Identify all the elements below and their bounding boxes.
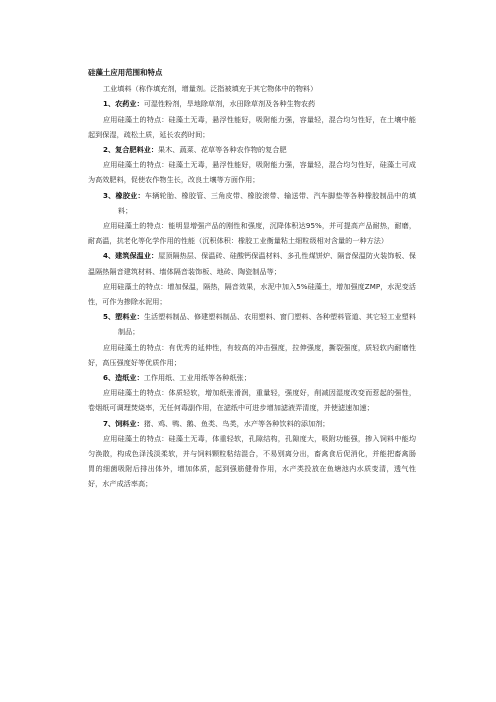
section-6-category: 造纸业： [115,373,144,383]
section-2-description: 果木、蔬菜、花草等各种农作物的复合肥 [158,145,287,155]
section-3-features: 应用硅藻土的特点：能明显增强产品的刚性和强度，沉降体积达95%，并可提高产品耐热，耐磨，耐高温，抗老化等化学作用的性能（沉积体积：橡胶工业衡量粘土细粒级相对含量的一种方法） [88,221,416,246]
section-7-features: 应用硅藻土的特点：硅藻土无毒，体重轻软，孔隙结构，孔隙度大，吸附功能强，掺入饲料中能均匀涣散，构成色泽浅淡柔软，并与饲料颗粒粘结混合，不易别离分出，畜禽食后促消化，并能把畜禽肠胃的细菌吸附后排出体外，增加体质，起到强筋健骨作用，水产类投放在鱼塘池内水质变清，透气性好，水产成活率高； [88,433,416,489]
section-5-number: 5、 [103,312,116,322]
section-3-description: 车辆轮胎、橡胶管、三角皮带、橡胶滚带、输送带、汽车脚垫等各种橡胶制品中的填料； [118,190,416,215]
section-5-description: 生活塑料制品、修建塑料制品、农用塑料、窗门塑料、各种塑料管道、其它轻工业塑料制品； [118,312,416,337]
section-4-description: 屋顶隔热层、保温砖、硅酸钙保温材料、多孔性煤饼炉、隔音保温防火装饰板、保温隔热隔音建筑材料、墙体隔音装饰板、地砖、陶瓷制品等； [88,251,416,276]
intro-paragraph: 工业填料（称作填充剂，增量剂。泛指被填充于其它物体中的物料） [103,84,318,94]
section-3-number: 3、 [103,190,116,200]
section-5-category: 塑料业： [115,312,144,322]
section-4-heading [88,248,416,278]
section-7-description: 猪、鸡、鸭、鹅、鱼类、鸟类，水产等各种饮料的添加剂； [143,418,330,428]
section-5-features: 应用硅藻土的特点：有优秀的延伸性，有较高的冲击强度，拉伸强度，撕裂强度，质轻软内耐磨性好，高压强度好等优质作用； [88,342,416,367]
section-2-features: 应用硅藻土的特点：硅藻土无毒，悬浮性能好，吸附能力强，容量轻，混合均匀性好，硅藻土可成为高效肥料，促使农作物生长，改良土壤等方面作用； [88,160,416,185]
section-1-heading [88,96,416,111]
section-1-category: 农药业： [115,99,144,109]
section-3-category: 橡胶业： [115,190,145,200]
section-7-category: 饲料业： [115,418,144,428]
section-4-category: 建筑保温业： [115,251,159,261]
section-4-features: 应用硅藻土的特点：增加保温，隔热，隔音效果，水泥中加入5%硅藻土，增加强度ZMP，水泥变活性，可作为掺除水泥用； [88,281,416,307]
section-1-features: 应用硅藻土的特点：硅藻土无毒，悬浮性能好，吸附能力强，容量轻，混合均匀性好，在土壤中能起到保湿，疏松土质，延长农药时间； [88,114,416,139]
document-body [88,65,416,492]
section-2-category: 复合肥料业： [115,145,159,155]
section-1-number: 1、 [103,99,116,109]
section-2-heading [88,142,416,157]
section-4-number: 4、 [103,251,116,261]
section-6-number: 6、 [103,373,116,383]
section-6-features: 应用硅藻土的特点：体质轻软，增加纸张滑润，重量轻，强度好，削减因湿度改变而惹起的强性，卷烟纸可调理焚烧率，无任何毒副作用，在滤纸中可进步增加滤液弄清度，并使滤速加速； [88,388,416,413]
section-7-heading [88,416,416,431]
page-title: 硅藻土应用范围和特点 [88,68,163,77]
section-3-heading [88,188,416,218]
section-6-description: 工作用纸、工业用纸等各种纸张； [143,373,251,383]
section-7-number: 7、 [103,418,116,428]
section-5-heading [88,309,416,339]
section-6-heading [88,370,416,385]
section-2-number: 2、 [103,145,116,155]
section-1-description: 可湿性粉剂，旱地除草剂，水田除草剂及各种生物农药 [143,99,316,109]
